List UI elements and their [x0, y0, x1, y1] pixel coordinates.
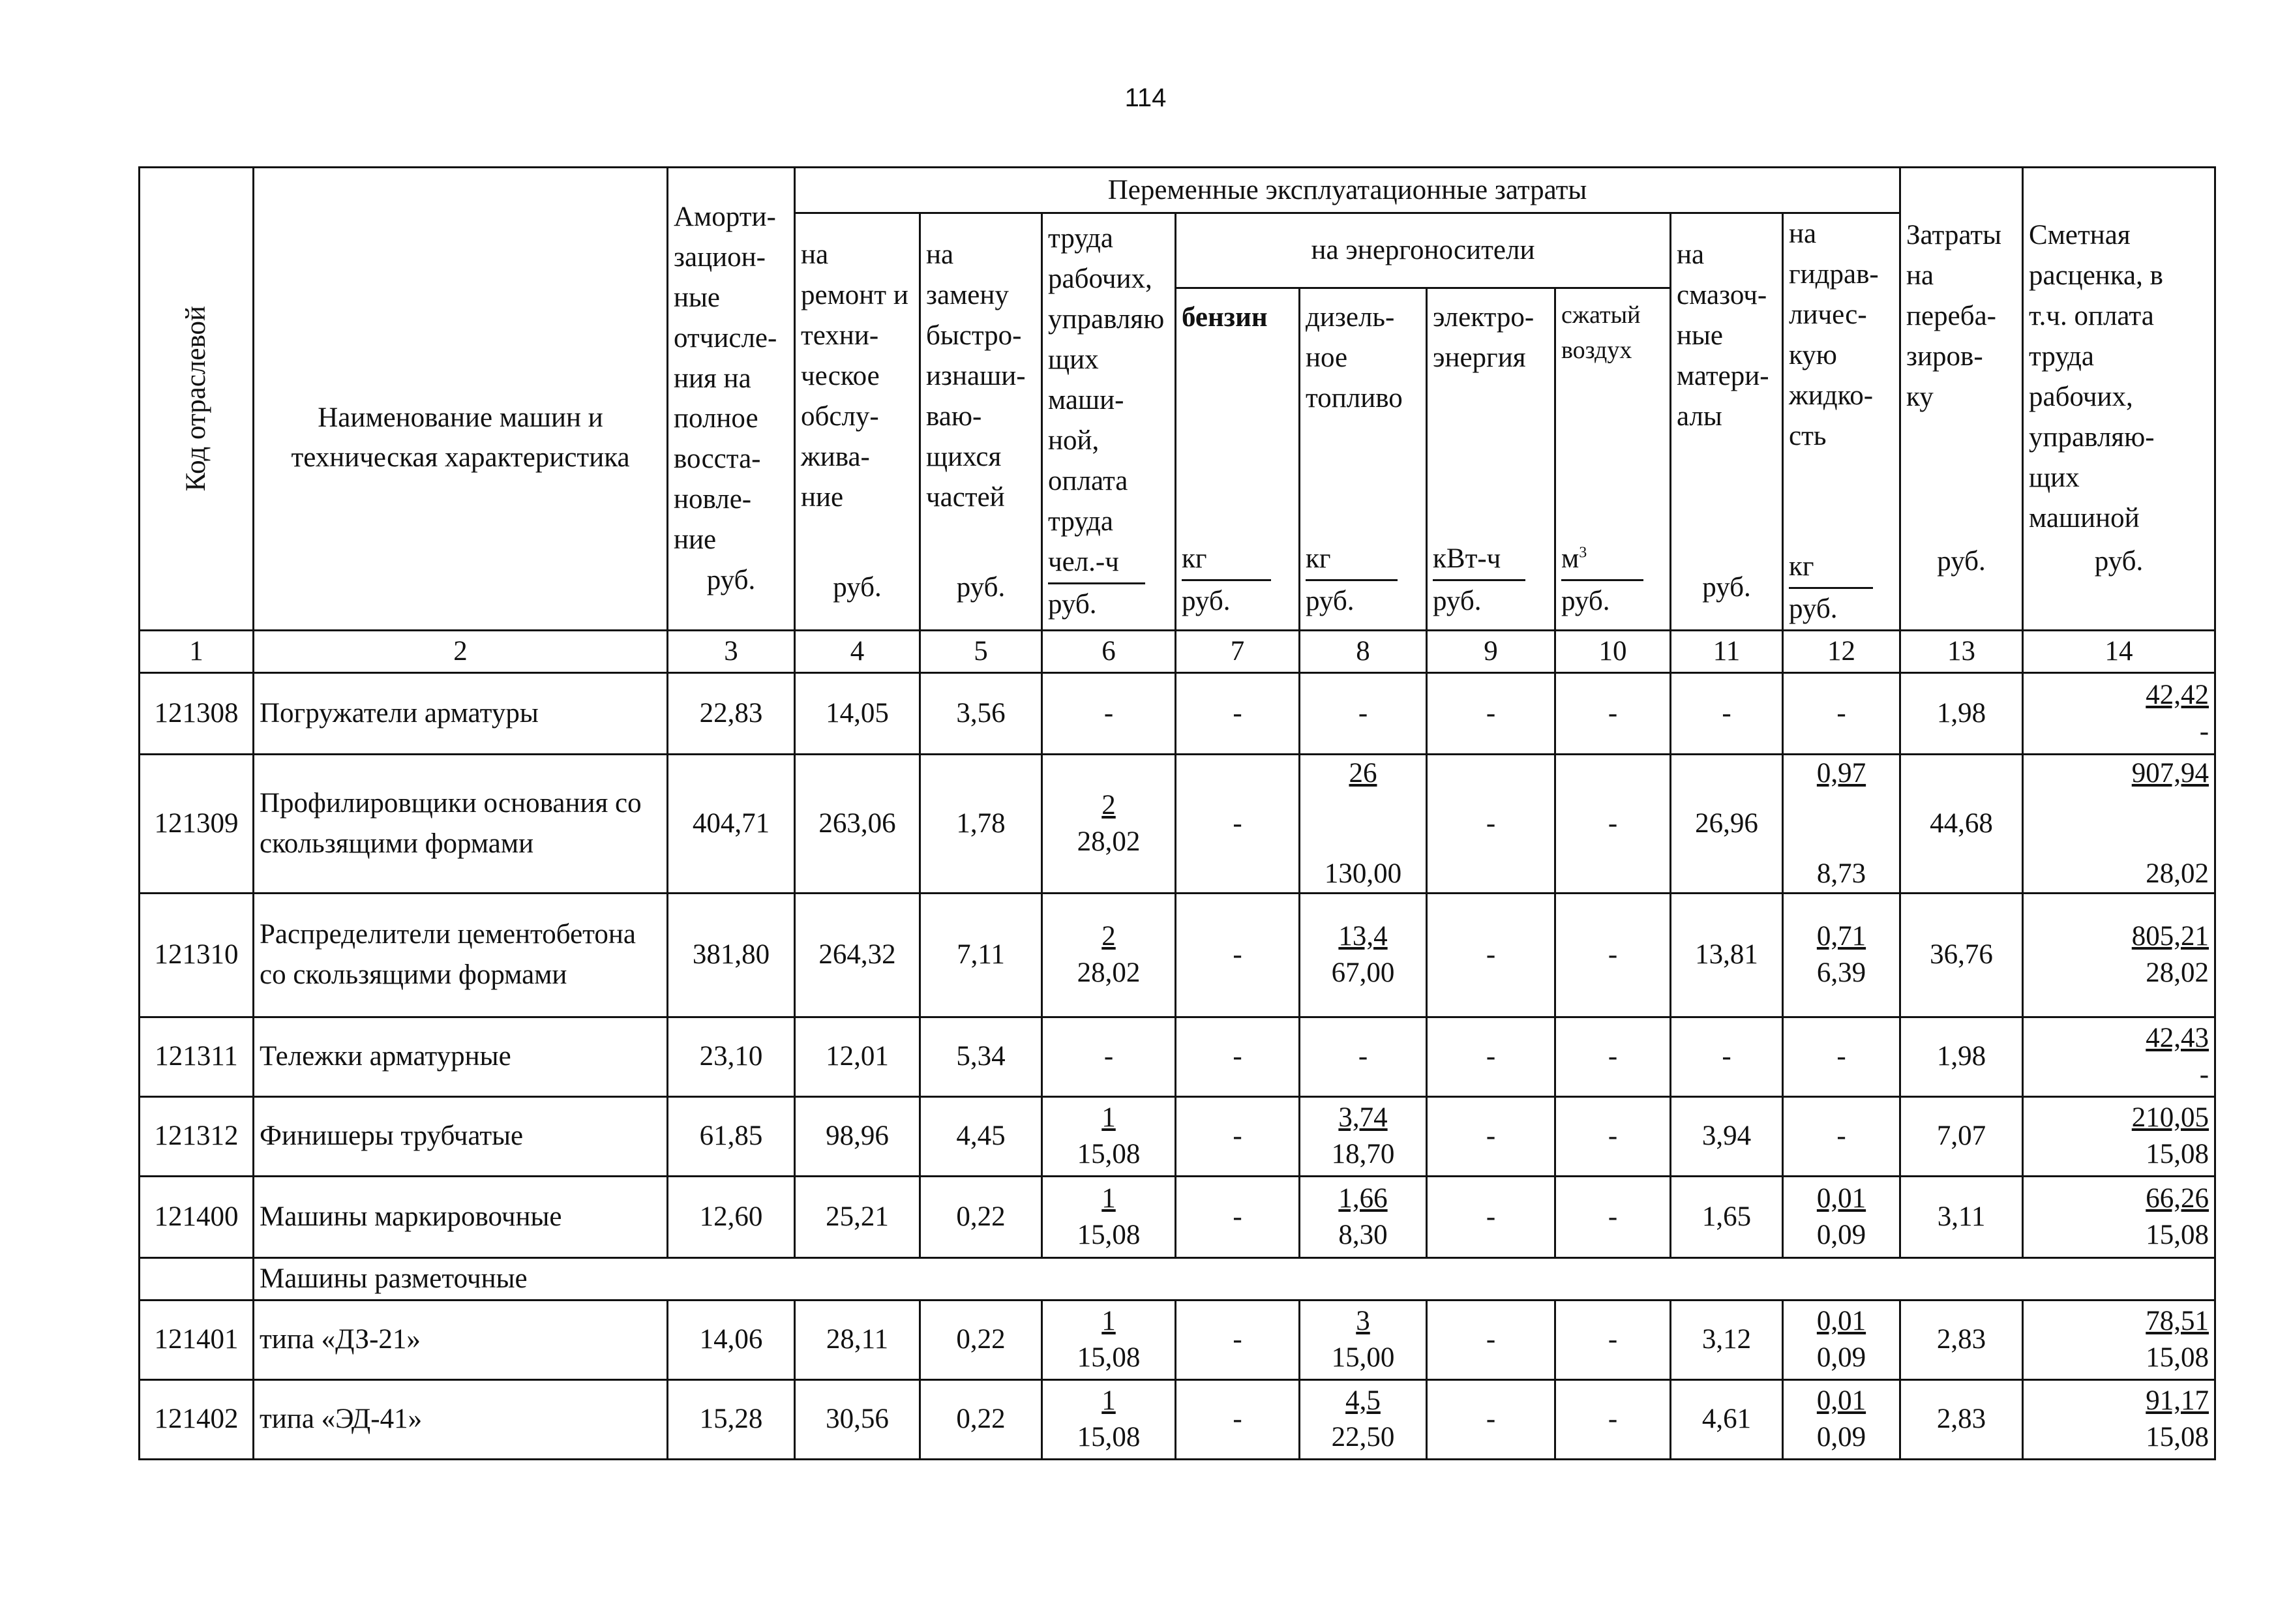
labor-value-top: 1	[1101, 1385, 1116, 1417]
transfer-value: 1,98	[1900, 672, 2023, 754]
petrol-value: -	[1176, 893, 1300, 1017]
row-name: Распределители цементобетона со скользящими формами	[254, 893, 668, 1017]
machine-cost-table	[138, 166, 2216, 1460]
lubricant-value: 1,65	[1671, 1176, 1783, 1257]
amortization-value: 14,06	[668, 1300, 795, 1379]
petrol-value: -	[1176, 754, 1300, 893]
estimate-value	[2023, 1096, 2215, 1176]
header-electric: электро- энергия кВт-ч руб.	[1427, 288, 1555, 630]
parts-value: 4,45	[920, 1096, 1042, 1176]
labor-value-bottom: 15,08	[1077, 1219, 1141, 1250]
air-value: -	[1555, 1017, 1671, 1096]
page-number: 114	[1124, 83, 1167, 112]
parts-value: 3,56	[920, 672, 1042, 754]
amortization-value: 22,83	[668, 672, 795, 754]
electric-value: -	[1427, 893, 1555, 1017]
table-row	[140, 1176, 2215, 1257]
transfer-value: 3,11	[1900, 1176, 2023, 1257]
transfer-value: 2,83	[1900, 1300, 2023, 1379]
header-variable-costs: Переменные эксплуатационные затраты	[795, 168, 1900, 213]
group-code	[140, 1257, 254, 1300]
row-code: 121401	[140, 1300, 254, 1379]
transfer-value: 44,68	[1900, 754, 2023, 893]
estimate-value-top: 42,42	[2146, 679, 2209, 710]
electric-value: -	[1427, 1379, 1555, 1459]
air-value: -	[1555, 672, 1671, 754]
lubricant-value: 26,96	[1671, 754, 1783, 893]
air-value: -	[1555, 893, 1671, 1017]
transfer-value: 36,76	[1900, 893, 2023, 1017]
hydraulic-value-top: 0,71	[1816, 921, 1866, 952]
header-parts: на замену быстро- изнаши- ваю- щихся частей руб.	[920, 213, 1042, 631]
table-body	[140, 672, 2215, 1459]
hydraulic-value	[1783, 1300, 1900, 1379]
diesel-value	[1300, 893, 1427, 1017]
repair-value: 264,32	[795, 893, 920, 1017]
diesel-value-top: 26	[1349, 757, 1377, 789]
hydraulic-value	[1783, 672, 1900, 754]
amortization-value: 12,60	[668, 1176, 795, 1257]
hydraulic-value	[1783, 1176, 1900, 1257]
row-name: Машины маркировочные	[254, 1176, 668, 1257]
labor-value-bottom: 15,08	[1077, 1422, 1141, 1453]
estimate-value-bottom: 28,02	[2146, 858, 2209, 889]
row-code: 121308	[140, 672, 254, 754]
hydraulic-value-bottom: 0,09	[1816, 1422, 1866, 1453]
row-code: 121402	[140, 1379, 254, 1459]
row-code: 121311	[140, 1017, 254, 1096]
labor-value	[1042, 893, 1176, 1017]
diesel-value	[1300, 754, 1427, 893]
amortization-value: 404,71	[668, 754, 795, 893]
diesel-value-bottom: 130,00	[1324, 858, 1402, 889]
diesel-value	[1300, 1379, 1427, 1459]
estimate-value-bottom: -	[2199, 715, 2209, 747]
diesel-value	[1300, 672, 1427, 754]
diesel-value-top: 13,4	[1338, 921, 1388, 952]
table-row	[140, 1017, 2215, 1096]
estimate-value-bottom: 15,08	[2146, 1219, 2209, 1250]
header-estimate: Сметная расценка, в т.ч. оплата труда рабочих, управляю- щих машиной руб.	[2023, 168, 2215, 631]
row-code: 121309	[140, 754, 254, 893]
estimate-value-top: 91,17	[2146, 1385, 2209, 1417]
electric-value: -	[1427, 1176, 1555, 1257]
repair-value: 12,01	[795, 1017, 920, 1096]
electric-value: -	[1427, 754, 1555, 893]
parts-value: 0,22	[920, 1176, 1042, 1257]
lubricant-value: -	[1671, 672, 1783, 754]
header-air: сжатый воздух $м^3$ руб.	[1555, 288, 1671, 630]
parts-value: 1,78	[920, 754, 1042, 893]
lubricant-value: -	[1671, 1017, 1783, 1096]
air-value: -	[1555, 1176, 1671, 1257]
header-amortization: Аморти- зацион- ные отчисле- ния на полное восста- новле- ние руб.	[668, 168, 795, 631]
diesel-value-top: 3,74	[1338, 1102, 1388, 1134]
estimate-value	[2023, 1379, 2215, 1459]
estimate-value-top: 66,26	[2146, 1182, 2209, 1214]
group-title: Машины разметочные	[254, 1257, 2215, 1300]
hydraulic-value	[1783, 1379, 1900, 1459]
diesel-value-top: 3	[1356, 1306, 1370, 1337]
repair-value: 30,56	[795, 1379, 920, 1459]
estimate-value-bottom: 15,08	[2146, 1139, 2209, 1170]
labor-value	[1042, 1176, 1176, 1257]
estimate-value	[2023, 672, 2215, 754]
labor-value	[1042, 1300, 1176, 1379]
lubricant-value: 3,12	[1671, 1300, 1783, 1379]
diesel-value-top: -	[1358, 697, 1368, 729]
diesel-value	[1300, 1176, 1427, 1257]
table-row	[140, 1096, 2215, 1176]
diesel-value-top: -	[1358, 1041, 1368, 1072]
lubricant-value: 13,81	[1671, 893, 1783, 1017]
group-row	[140, 1257, 2215, 1300]
hydraulic-value-top: 0,97	[1816, 757, 1866, 789]
estimate-value	[2023, 893, 2215, 1017]
row-name: Финишеры трубчатые	[254, 1096, 668, 1176]
estimate-value-top: 78,51	[2146, 1306, 2209, 1337]
table-row	[140, 1379, 2215, 1459]
diesel-value-bottom: 22,50	[1331, 1422, 1395, 1453]
lubricant-value: 4,61	[1671, 1379, 1783, 1459]
amortization-value: 381,80	[668, 893, 795, 1017]
estimate-value	[2023, 1176, 2215, 1257]
estimate-value-top: 805,21	[2131, 921, 2209, 952]
labor-value-top: 2	[1101, 921, 1116, 952]
repair-value: 25,21	[795, 1176, 920, 1257]
diesel-value-bottom: 15,00	[1331, 1342, 1395, 1374]
amortization-value: 15,28	[668, 1379, 795, 1459]
labor-value	[1042, 1096, 1176, 1176]
petrol-value: -	[1176, 672, 1300, 754]
hydraulic-value-bottom: 6,39	[1816, 957, 1866, 989]
repair-value: 263,06	[795, 754, 920, 893]
header-hydraulic: на гидрав- личес- кую жидко- сть кг руб.	[1783, 213, 1900, 631]
air-value: -	[1555, 754, 1671, 893]
air-value: -	[1555, 1300, 1671, 1379]
amortization-value: 23,10	[668, 1017, 795, 1096]
labor-value-top: 1	[1101, 1102, 1116, 1134]
hydraulic-value	[1783, 754, 1900, 893]
hydraulic-value-top: 0,01	[1816, 1182, 1866, 1214]
electric-value: -	[1427, 1017, 1555, 1096]
labor-value	[1042, 1017, 1176, 1096]
repair-value: 14,05	[795, 672, 920, 754]
lubricant-value: 3,94	[1671, 1096, 1783, 1176]
amortization-value: 61,85	[668, 1096, 795, 1176]
petrol-value: -	[1176, 1300, 1300, 1379]
labor-value-top: -	[1103, 697, 1114, 729]
row-code: 121310	[140, 893, 254, 1017]
repair-value: 28,11	[795, 1300, 920, 1379]
labor-value-top: -	[1103, 1041, 1114, 1072]
row-name: типа «ДЗ-21»	[254, 1300, 668, 1379]
row-code: 121312	[140, 1096, 254, 1176]
column-number-row: 1 2 3 4 5 6 7 8 9 10 11 12 13 14	[140, 630, 2215, 672]
hydraulic-value-top: 0,01	[1816, 1306, 1866, 1337]
parts-value: 0,22	[920, 1300, 1042, 1379]
labor-value-bottom: 28,02	[1077, 957, 1141, 989]
repair-value: 98,96	[795, 1096, 920, 1176]
diesel-value-bottom: 67,00	[1331, 957, 1395, 989]
table-row	[140, 754, 2215, 893]
hydraulic-value-top: -	[1836, 697, 1846, 729]
labor-value-bottom: 28,02	[1077, 826, 1141, 857]
transfer-value: 1,98	[1900, 1017, 2023, 1096]
row-name: типа «ЭД-41»	[254, 1379, 668, 1459]
parts-value: 0,22	[920, 1379, 1042, 1459]
air-value: -	[1555, 1379, 1671, 1459]
petrol-value: -	[1176, 1176, 1300, 1257]
air-value: -	[1555, 1096, 1671, 1176]
estimate-value-top: 907,94	[2131, 757, 2209, 789]
hydraulic-value	[1783, 1017, 1900, 1096]
hydraulic-value-top: -	[1836, 1041, 1846, 1072]
electric-value: -	[1427, 672, 1555, 754]
hydraulic-value	[1783, 1096, 1900, 1176]
header-petrol: бензин кг руб.	[1176, 288, 1300, 630]
hydraulic-value-bottom: 0,09	[1816, 1342, 1866, 1374]
header-labor: труда рабочих, управляю щих маши- ной, оплата труда чел.-ч руб.	[1042, 213, 1176, 631]
labor-value-top: 2	[1101, 789, 1116, 820]
table-row	[140, 1300, 2215, 1379]
transfer-value: 2,83	[1900, 1379, 2023, 1459]
electric-value: -	[1427, 1096, 1555, 1176]
estimate-value-bottom: 28,02	[2146, 957, 2209, 989]
estimate-value	[2023, 1017, 2215, 1096]
labor-value	[1042, 1379, 1176, 1459]
diesel-value-bottom: 18,70	[1331, 1139, 1395, 1170]
estimate-value	[2023, 1300, 2215, 1379]
petrol-value: -	[1176, 1017, 1300, 1096]
labor-value	[1042, 754, 1176, 893]
diesel-value	[1300, 1096, 1427, 1176]
header-repair: на ремонт и техни- ческое обслу- жива- ние руб.	[795, 213, 920, 631]
header-code: Код отраслевой	[140, 168, 254, 631]
labor-value-top: 1	[1101, 1306, 1116, 1337]
labor-value	[1042, 672, 1176, 754]
hydraulic-value-top: 0,01	[1816, 1385, 1866, 1417]
diesel-value	[1300, 1017, 1427, 1096]
header-energy: на энергоносители	[1176, 213, 1671, 288]
row-code: 121400	[140, 1176, 254, 1257]
transfer-value: 7,07	[1900, 1096, 2023, 1176]
petrol-value: -	[1176, 1379, 1300, 1459]
diesel-value-bottom: 8,30	[1338, 1219, 1388, 1250]
estimate-value-bottom: -	[2199, 1059, 2209, 1090]
labor-value-bottom: 15,08	[1077, 1342, 1141, 1374]
row-name: Погружатели арматуры	[254, 672, 668, 754]
row-name: Профилировщики основания со скользящими формами	[254, 754, 668, 893]
petrol-value: -	[1176, 1096, 1300, 1176]
diesel-value-top: 1,66	[1338, 1182, 1388, 1214]
labor-value-bottom: 15,08	[1077, 1139, 1141, 1170]
table-row	[140, 672, 2215, 754]
hydraulic-value-top: -	[1836, 1120, 1846, 1152]
header-lubricant: на смазоч- ные матери- алы руб.	[1671, 213, 1783, 631]
diesel-value	[1300, 1300, 1427, 1379]
estimate-value-bottom: 15,08	[2146, 1342, 2209, 1374]
labor-value-top: 1	[1101, 1182, 1116, 1214]
header-transfer: Затраты на переба- зиров- ку руб.	[1900, 168, 2023, 631]
header-name: Наименование машин и техническая характеристика	[254, 168, 668, 631]
hydraulic-value	[1783, 893, 1900, 1017]
parts-value: 5,34	[920, 1017, 1042, 1096]
row-name: Тележки арматурные	[254, 1017, 668, 1096]
hydraulic-value-bottom: 8,73	[1816, 858, 1866, 889]
estimate-value-top: 210,05	[2131, 1102, 2209, 1134]
electric-value: -	[1427, 1300, 1555, 1379]
parts-value: 7,11	[920, 893, 1042, 1017]
estimate-value-bottom: 15,08	[2146, 1422, 2209, 1453]
diesel-value-top: 4,5	[1345, 1385, 1381, 1417]
estimate-value-top: 42,43	[2146, 1023, 2209, 1054]
table-row	[140, 893, 2215, 1017]
header-diesel: дизель- ное топливо кг руб.	[1300, 288, 1427, 630]
hydraulic-value-bottom: 0,09	[1816, 1219, 1866, 1250]
estimate-value	[2023, 754, 2215, 893]
